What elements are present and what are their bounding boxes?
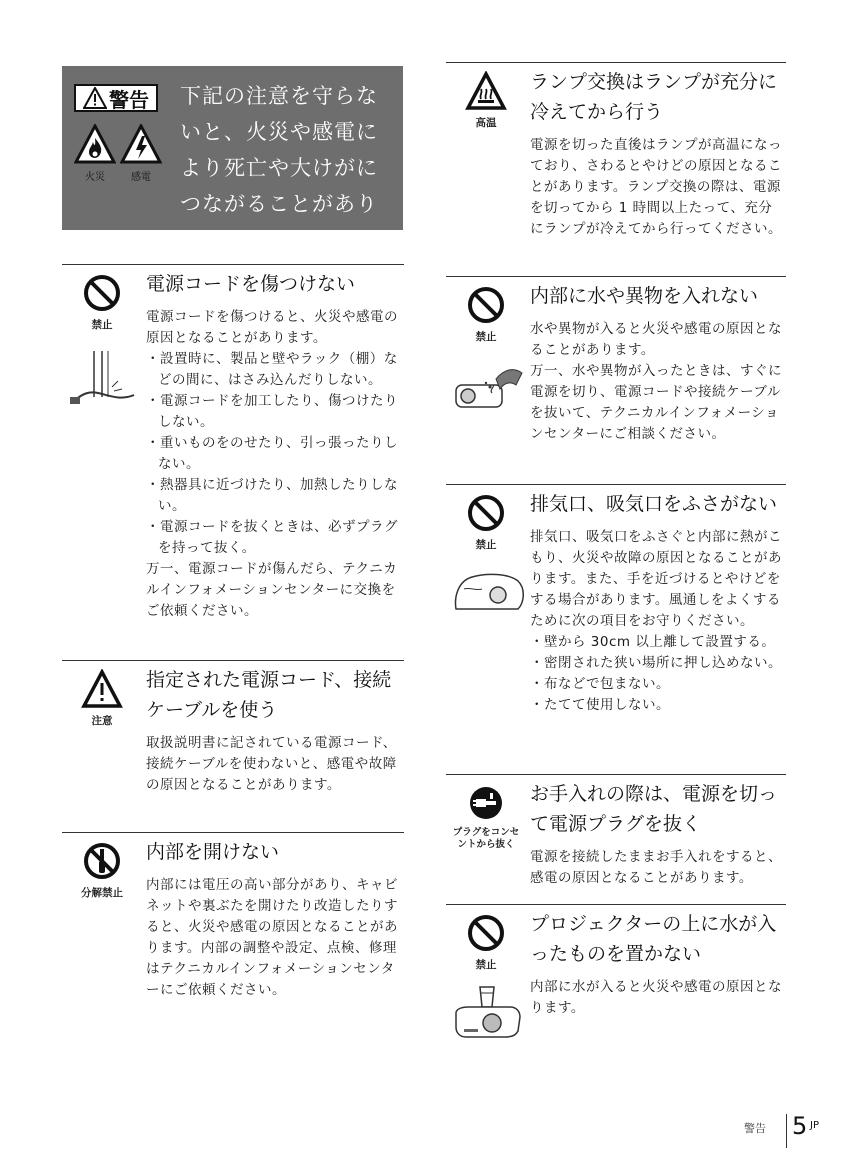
warning-message: 下記の注意を守らないと、火災や感電により死亡や大けがにつながることがあります。 <box>180 84 378 252</box>
prohibition-icon <box>466 285 506 325</box>
list-item: ・ 重いものをのせたり、引っ張ったりしない。 <box>146 433 404 475</box>
section-body: 電源を切った直後はランプが高温になっており、さわるとやけどの原因となることがあります。ランプ交換の際は、電源を切ってから 1 時間以上たって、充分にランプが冷えてから行ってください。 <box>530 137 782 237</box>
unplug-label: プラグをコンセントから抜く <box>452 827 520 850</box>
warning-tag <box>74 84 158 112</box>
list-item: ・ 電源コードを加工したり、傷つけたりしない。 <box>146 391 404 433</box>
section-water-on-top <box>446 904 786 1045</box>
section-vents <box>446 484 786 761</box>
prohibition-icon <box>82 273 122 313</box>
section-body: 取扱説明書に記されている電源コード、接続ケーブルを使わないと、感電や故障の原因となることがあります。 <box>146 735 397 793</box>
prohibition-label: 禁止 <box>91 319 113 331</box>
section-cleaning <box>446 774 786 901</box>
section-title: お手入れの際は、電源を切って電源プラグを抜く <box>530 783 778 835</box>
section-body: 電源を接続したままお手入れをすると、感電の原因となることがあります。 <box>530 849 782 886</box>
high-temperature-icon <box>465 71 507 111</box>
list-item: ・ 壁から 30cm 以上離して設置する。 <box>530 632 786 653</box>
page-number: 5 <box>792 1112 808 1140</box>
footer-divider <box>786 1114 787 1148</box>
section-body: 内部に水が入ると火災や感電の原因となります。 <box>530 979 782 1016</box>
section-title: 電源コードを傷つけない <box>146 273 356 295</box>
shock-label: 感電 <box>131 172 151 183</box>
caution-label: 注意 <box>91 715 113 727</box>
section-specified-cord <box>62 660 404 821</box>
cord-pinched-illustration-icon <box>68 347 140 409</box>
list-item: ・ 設置時に、製品と壁やラック（棚）などの間に、はさみ込んだりしない。 <box>146 349 404 391</box>
warning-tag-label: 警告 <box>109 87 149 112</box>
fire-label: 火災 <box>85 172 105 183</box>
bullet-list <box>530 632 786 716</box>
list-item: ・ 密閉された狭い場所に押し込めない。 <box>530 653 786 674</box>
electric-shock-warning-icon <box>120 124 162 164</box>
section-body: 水や異物が入ると火災や感電の原因となることがあります。 <box>530 321 782 358</box>
vase-on-projector-illustration-icon <box>452 983 524 1041</box>
warning-triangle-icon <box>83 87 107 109</box>
section-title: 排気口、吸気口をふさがない <box>530 493 778 515</box>
list-item: ・ 熱器具に近づけたり、加熱したりしない。 <box>146 475 404 517</box>
section-title: プロジェクターの上に水が入ったものを置かない <box>530 913 777 965</box>
section-water <box>446 276 786 467</box>
section-title: ランプ交換はランプが充分に冷えてから行う <box>530 71 778 123</box>
section-title: 内部に水や異物を入れない <box>530 285 759 307</box>
prohibition-label: 禁止 <box>475 959 497 971</box>
section-title: 内部を開けない <box>146 841 280 863</box>
section-outro: 万一、電源コードが傷んだら、テクニカルインフォメーションセンターに交換をご依頼ください。 <box>146 561 398 619</box>
bullet-list <box>146 349 404 559</box>
caution-icon <box>81 669 123 709</box>
list-item: ・ 布などで包まない。 <box>530 674 786 695</box>
section-title: 指定された電源コード、接続ケーブルを使う <box>146 669 392 721</box>
footer-section-label: 警告 <box>744 1122 766 1135</box>
projector-water-illustration-icon <box>450 363 528 413</box>
list-item: ・ たてて使用しない。 <box>530 695 786 716</box>
section-power-cord <box>62 264 404 649</box>
fire-warning-icon <box>74 124 116 164</box>
section-body-2: 万一、水や異物が入ったときは、すぐに電源を切り、電源コードや接続ケーブルを抜いて、テクニカルインフォメーションセンターにご相談ください。 <box>530 363 782 442</box>
no-disassembly-icon <box>82 841 122 881</box>
no-disassembly-label: 分解禁止 <box>81 887 123 899</box>
unplug-icon <box>468 785 504 821</box>
prohibition-icon <box>466 913 506 953</box>
section-do-not-open <box>62 832 404 1033</box>
section-body: 内部には電圧の高い部分があり、キャビネットや裏ぶたを開けたり改造したりすると、火災や感電の原因となることがあります。内部の調整や設定、点検、修理はテクニカルインフォメーションセンターにご依頼ください。 <box>146 877 398 998</box>
section-intro: 電源コードを傷つけると、火災や感電の原因となることがあります。 <box>146 309 398 346</box>
high-temperature-label: 高温 <box>475 117 497 129</box>
prohibition-icon <box>466 493 506 533</box>
page-suffix: JP <box>810 1120 819 1131</box>
section-body: 排気口、吸気口をふさぐと内部に熱がこもり、火災や故障の原因となることがあります。また、手を近づけるとやけどをする場合があります。風通しをよくするために次の項目をお守りください。 <box>530 529 782 629</box>
covered-projector-illustration-icon <box>452 569 526 615</box>
prohibition-label: 禁止 <box>475 331 497 343</box>
list-item: ・ 電源コードを抜くときは、必ずプラグを持って抜く。 <box>146 517 404 559</box>
prohibition-label: 禁止 <box>475 539 497 551</box>
warning-box <box>62 66 403 252</box>
section-lamp <box>446 62 786 263</box>
